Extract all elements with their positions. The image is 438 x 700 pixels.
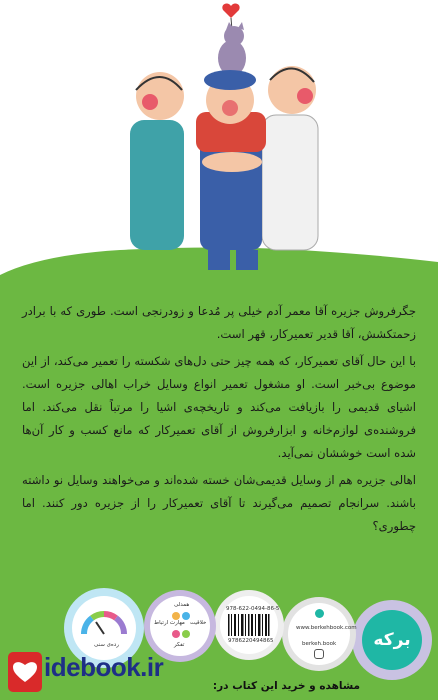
barcode-graphic [228,614,270,636]
website-text: www.berkehbook.com [296,625,357,631]
contact-info-badge [282,597,356,671]
blurb-paragraph-3: اهالی جزیره هم از وسایل قدیمی‌شان خسته شده‌اند و می‌خواهند وسایل نو داشته باشند. سرانجام تصمیم می‌گیرند تا آقای تعمیرکار را از جزیره دور کنند. اما چطوری؟ [22,473,416,533]
isbn-text: 978-622-0494-86-5 [226,606,280,612]
left-man-figure [130,72,184,250]
publisher-logo: برکه [362,610,422,670]
empathy-icon [172,612,180,620]
heart-icon [222,3,239,18]
idebook-tagline: مشاهده و خرید این کتاب در: [212,680,360,692]
back-cover-blurb [22,300,416,542]
skill-label-4: تفکر [174,642,185,648]
communication-icon [182,612,190,620]
instagram-icon [314,649,324,659]
creativity-icon [172,630,180,638]
cover-illustration [0,0,438,300]
right-man-figure [262,66,318,250]
idebook-site-name[interactable]: idebook.ir [44,652,164,682]
instagram-text: berkeh.book [302,641,337,647]
barcode-badge [214,590,284,660]
skill-label-2: مهارت ارتباط [154,620,185,626]
publisher-logo-badge [352,600,432,680]
cat-figure [218,22,246,76]
skill-label-3: خلاقیت [190,620,207,626]
blurb-paragraph-1: جگرفروش جزیره آقا معمر آدم خیلی پر مُدعا و زودرنجی است. طوری که با برادر زحمتکشش، آقا قدیر تعمیرکار، قهر است. [22,304,416,341]
thinking-icon [182,630,190,638]
blurb-paragraph-2: با این حال آقای تعمیرکار، که همه چیز حتی دل‌های شکسته را تعمیر می‌کند، از این موضوع بی‌خبر است. او مشغول تعمیر انواع وسایل خراب اهالی جزیره است. اشیای قدیمی را بازیافت می‌کند و تاریخچه‌ی اشیا را مرتباً نقل می‌کند. اما فروشنده‌ی لوازم‌خانه و ابزارفروش از آقای تعمیرکار که مانع کسب و کار آن‌ها شده است خوششان نمی‌آید. [22,354,416,460]
barcode-number: 9786220494865 [228,638,274,644]
skill-label-1: همدلی [174,602,190,608]
idebook-logo-icon [8,652,42,692]
age-label: رده‌ی سنی [94,642,119,648]
age-gauge-icon [80,606,128,636]
globe-icon [315,609,324,618]
